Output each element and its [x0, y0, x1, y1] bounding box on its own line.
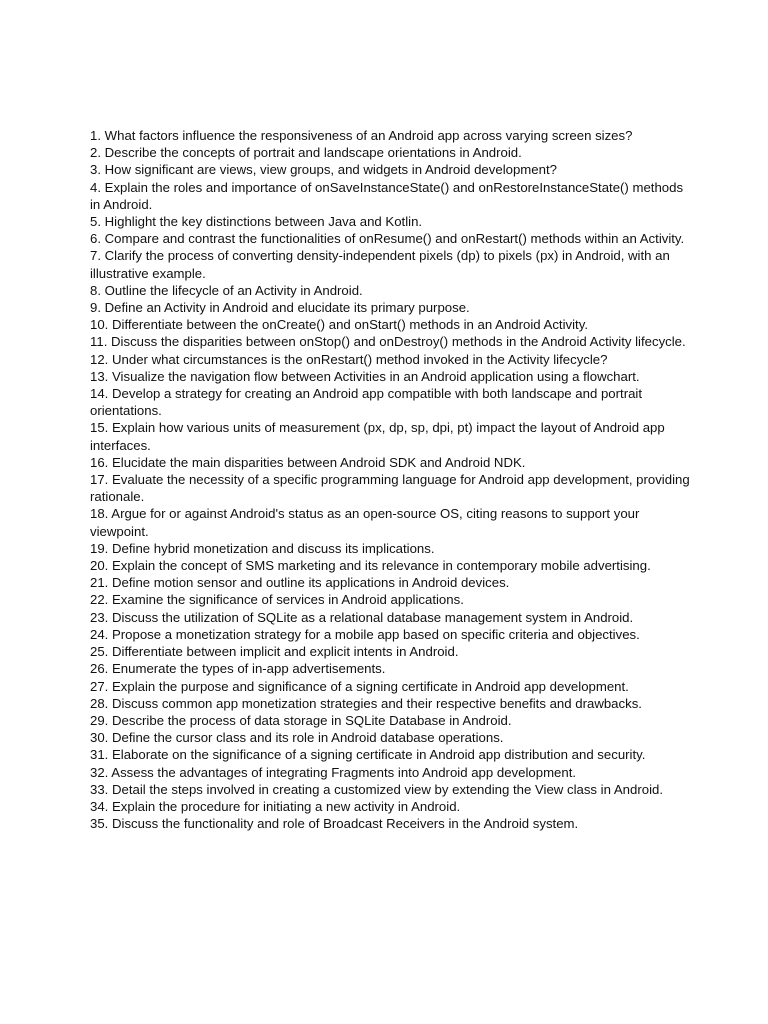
question-item: 35. Discuss the functionality and role of Broadcast Receivers in the Android system. [90, 816, 579, 832]
question-item: 17. Evaluate the necessity of a specific programming language for Android app development, providing rationale. [90, 472, 690, 505]
question-item: 16. Elucidate the main disparities between Android SDK and Android NDK. [90, 454, 526, 470]
question-item: 8. Outline the lifecycle of an Activity in Android. [90, 282, 363, 298]
question-item: 32. Assess the advantages of integrating Fragments into Android app development. [90, 764, 577, 780]
question-item: 9. Define an Activity in Android and elucidate its primary purpose. [90, 300, 470, 316]
question-item: 25. Differentiate between implicit and explicit intents in Android. [90, 644, 459, 660]
question-item: 4. Explain the roles and importance of onSaveInstanceState() and onRestoreInstanceState() methods in Android. [90, 179, 684, 212]
question-item: 33. Detail the steps involved in creating a customized view by extending the View class in Android. [90, 781, 663, 797]
question-item: 5. Highlight the key distinctions between Java and Kotlin. [90, 214, 423, 230]
question-item: 28. Discuss common app monetization strategies and their respective benefits and drawbacks. [90, 695, 642, 711]
question-item: 30. Define the cursor class and its role in Android database operations. [90, 730, 504, 746]
question-item: 27. Explain the purpose and significance of a signing certificate in Android app development. [90, 678, 629, 694]
question-list [90, 127, 690, 832]
question-item: 10. Differentiate between the onCreate() and onStart() methods in an Android Activity. [90, 317, 588, 333]
question-item: 24. Propose a monetization strategy for a mobile app based on specific criteria and objectives. [90, 626, 640, 642]
question-item: 22. Examine the significance of services in Android applications. [90, 592, 464, 608]
question-item: 6. Compare and contrast the functionalities of onResume() and onRestart() methods within an Activity. [90, 231, 685, 247]
question-item: 18. Argue for or against Android's status as an open-source OS, citing reasons to support your viewpoint. [90, 506, 640, 539]
question-item: 14. Develop a strategy for creating an Android app compatible with both landscape and portrait orientations. [90, 386, 643, 419]
question-item: 21. Define motion sensor and outline its applications in Android devices. [90, 575, 510, 591]
question-item: 15. Explain how various units of measurement (px, dp, sp, dpi, pt) impact the layout of Android app interfaces. [90, 420, 665, 453]
question-item: 23. Discuss the utilization of SQLite as a relational database management system in Android. [90, 609, 634, 625]
question-item: 19. Define hybrid monetization and discuss its implications. [90, 540, 435, 556]
question-item: 31. Elaborate on the significance of a signing certificate in Android app distribution and security. [90, 747, 646, 763]
question-item: 3. How significant are views, view groups, and widgets in Android development? [90, 162, 557, 178]
question-item: 12. Under what circumstances is the onRestart() method invoked in the Activity lifecycle? [90, 351, 608, 367]
question-item: 2. Describe the concepts of portrait and landscape orientations in Android. [90, 145, 522, 161]
question-item: 13. Visualize the navigation flow between Activities in an Android application using a flowchart. [90, 368, 640, 384]
question-item: 1. What factors influence the responsiveness of an Android app across varying screen sizes? [90, 128, 633, 143]
question-item: 7. Clarify the process of converting density-independent pixels (dp) to pixels (px) in Android, with an illustrative example. [90, 248, 670, 281]
question-item: 34. Explain the procedure for initiating a new activity in Android. [90, 798, 461, 814]
question-item: 26. Enumerate the types of in-app advertisements. [90, 661, 386, 677]
question-item: 11. Discuss the disparities between onStop() and onDestroy() methods in the Android Activity lifecycle. [90, 334, 686, 350]
question-item: 20. Explain the concept of SMS marketing and its relevance in contemporary mobile advertising. [90, 558, 651, 574]
question-item: 29. Describe the process of data storage in SQLite Database in Android. [90, 712, 512, 728]
